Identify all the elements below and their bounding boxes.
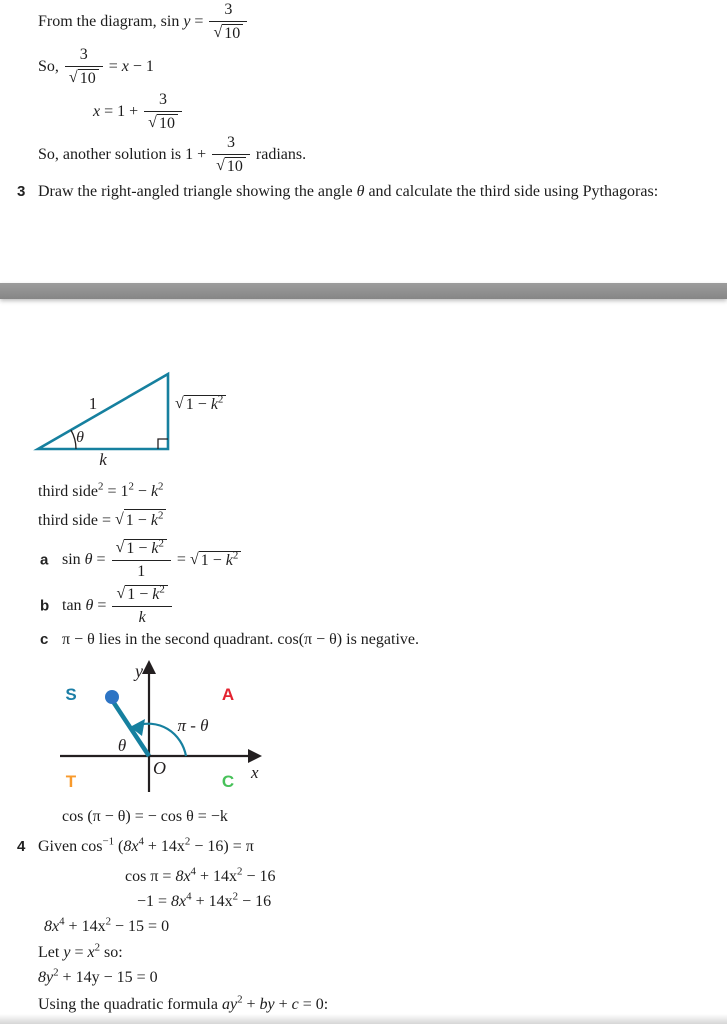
solution-line-4 <box>38 132 306 178</box>
radical-sign: √ <box>116 585 126 602</box>
exponent-2: 2 <box>98 480 104 493</box>
exponent-2: 2 <box>159 583 165 596</box>
fraction-3-sqrt10 <box>144 91 182 133</box>
x-axis-arrowhead <box>248 749 262 763</box>
equals-sign: = <box>172 551 190 568</box>
exponent-4: 4 <box>59 915 65 928</box>
quadrant-label-c: C <box>221 772 235 791</box>
var-x: x <box>121 58 129 75</box>
term-14x: + 14x <box>191 893 233 910</box>
inverse-exponent: −1 <box>102 835 115 848</box>
radicand-text: 1 − <box>125 512 151 529</box>
question-number: 3 <box>17 183 26 200</box>
quadrant-label-t: T <box>65 772 77 791</box>
exponent-2: 2 <box>53 966 59 979</box>
sin-text: sin <box>62 551 85 568</box>
minus15-equals-0: − 15 = 0 <box>111 918 170 935</box>
var-theta: θ <box>356 183 365 200</box>
radicand <box>184 395 227 414</box>
var-k: k <box>225 551 233 569</box>
exponent-2: 2 <box>237 865 243 878</box>
part-c-text: π − θ lies in the second quadrant. cos(π − θ) is negative. <box>62 631 419 648</box>
equals-sign: = <box>93 597 111 614</box>
sin-theta-equals <box>62 551 110 569</box>
term-14x: + 14x <box>195 868 238 885</box>
let-text: Let <box>38 944 64 961</box>
part-c-label: c <box>40 631 49 648</box>
exponent-4: 4 <box>138 835 144 848</box>
line2-so: So, <box>38 58 63 75</box>
term-minus16: − 16 <box>190 838 224 855</box>
fraction-denominator <box>112 607 171 627</box>
var-x: x <box>87 944 95 961</box>
radical-sign: √ <box>189 550 199 568</box>
ray-endpoint-dot <box>105 690 119 704</box>
radicand <box>124 539 167 558</box>
term-ay: ay <box>221 996 238 1013</box>
exponent-2: 2 <box>128 480 134 493</box>
term-minus16: − 16 <box>238 893 272 910</box>
radical-sign: √ <box>115 539 125 556</box>
var-k: k <box>210 396 218 413</box>
equals-one: = 1 <box>103 483 129 500</box>
term-14x: + 14x <box>143 838 185 855</box>
line3-rest: = 1 + <box>100 103 143 120</box>
var-theta: θ <box>85 597 94 614</box>
term-14x: + 14x <box>64 918 106 935</box>
fraction-sqrt-over-1 <box>112 539 171 581</box>
equals-0-text: = 0: <box>298 996 329 1013</box>
right-angle-marker <box>158 439 168 449</box>
fraction-numerator: 3 <box>65 46 103 67</box>
question-number: 4 <box>17 838 26 855</box>
sqrt-expression <box>190 551 241 570</box>
part-a-line <box>0 537 241 583</box>
q4-eq1 <box>125 866 275 888</box>
theta-label: θ <box>117 736 127 755</box>
minus-sign: − <box>133 483 151 500</box>
page-bottom-edge <box>0 1014 727 1024</box>
var-k: k <box>150 512 158 529</box>
exponent-2: 2 <box>237 993 243 1006</box>
exponent-2: 2 <box>158 480 164 493</box>
part-b-label: b <box>40 597 50 615</box>
exponent-2: 2 <box>184 835 191 848</box>
line2-rhs <box>105 58 154 76</box>
page-divider <box>0 283 727 299</box>
radicand-text: 1 − <box>126 540 152 557</box>
exponent-4: 4 <box>190 865 196 878</box>
origin-label: O <box>153 758 166 778</box>
q3-prompt-pre: Draw the right-angled triangle showing the angle <box>38 183 357 200</box>
radical-sign: √ <box>216 157 225 174</box>
line4-post: radians. <box>251 146 307 163</box>
line1-text <box>38 13 207 31</box>
radicand: 10 <box>157 114 178 133</box>
fraction-3-sqrt10 <box>65 46 103 88</box>
y-axis-label: y <box>135 661 143 681</box>
fraction-numerator <box>112 539 171 561</box>
plus-sign: + <box>242 996 260 1013</box>
radical-sign: √ <box>213 24 223 41</box>
tan-text: tan <box>62 597 86 614</box>
line3-lhs <box>93 103 142 121</box>
solution-line-2 <box>38 44 154 90</box>
radical-sign: √ <box>115 511 124 528</box>
using-formula-text: Using the quadratic formula <box>38 996 222 1013</box>
q4-eq3 <box>44 916 169 938</box>
fraction-denominator <box>65 67 103 88</box>
term-8y: 8y <box>38 969 54 986</box>
fraction-denominator <box>209 22 247 43</box>
exponent-4: 4 <box>186 890 192 903</box>
fraction-denominator <box>144 112 182 133</box>
substitution-line <box>38 942 123 964</box>
var-theta: θ <box>84 551 93 568</box>
equals-sign: = <box>104 58 122 75</box>
quadrant-label-s: S <box>65 685 77 704</box>
sqrt-expression <box>116 585 167 604</box>
solution-line-3 <box>93 90 184 134</box>
fraction-numerator <box>112 585 171 607</box>
radicand: 10 <box>78 69 99 88</box>
plus-sign: + <box>274 996 292 1013</box>
equals-sign: = <box>92 551 110 568</box>
fraction-numerator: 3 <box>144 91 182 112</box>
q4-eq2 <box>137 891 271 913</box>
close-paren-equals-pi: ) = π <box>223 838 254 855</box>
tan-theta-equals <box>62 597 110 615</box>
term-minus16: − 16 <box>242 868 276 885</box>
term-8x: 8x <box>175 868 191 885</box>
fraction-3-sqrt10 <box>212 134 250 176</box>
triangle-shape <box>38 374 168 449</box>
quadrant-diagram <box>48 650 278 798</box>
cos-pi-equals: cos π = <box>125 868 176 885</box>
line4-pre: So, another solution is 1 + <box>38 146 211 163</box>
minus-one-equals: −1 = <box>137 893 172 910</box>
q3-prompt-post: and calculate the third side using Pythagoras: <box>364 183 659 200</box>
radicand-text: 1 − <box>185 396 211 413</box>
radicand-text: 1 − <box>127 586 153 603</box>
term-8x: 8x <box>44 918 60 935</box>
equals-sign: = <box>70 944 88 961</box>
y-axis-arrowhead <box>142 660 156 674</box>
quadratic-formula-line <box>38 994 328 1016</box>
q4-eq4 <box>38 967 158 989</box>
radicand <box>124 509 167 532</box>
pi-minus-theta-label: π - θ <box>177 716 209 735</box>
solution-line-1 <box>38 0 249 44</box>
fraction-numerator: 3 <box>209 1 247 22</box>
triangle-figure <box>22 358 302 470</box>
fraction-denominator: 1 <box>137 563 146 580</box>
term-8x: 8x <box>123 838 139 855</box>
exponent-2: 2 <box>157 509 164 522</box>
var-k: k <box>151 540 159 557</box>
sqrt-expression <box>115 509 166 532</box>
exponent-2: 2 <box>105 915 112 928</box>
var-k: k <box>138 609 146 626</box>
exponent-2: 2 <box>217 393 224 406</box>
radicand: 10 <box>222 24 243 43</box>
opposite-side-label <box>175 395 226 414</box>
x-axis-label: x <box>251 763 259 782</box>
fraction-sqrt-over-k <box>112 585 171 627</box>
third-side-line <box>38 509 166 532</box>
exponent-2: 2 <box>232 549 239 562</box>
radicand: 10 <box>225 157 246 176</box>
exponent-2: 2 <box>158 537 164 550</box>
line1-pre: From the diagram, sin <box>38 13 184 30</box>
fraction-3-sqrt10 <box>209 1 247 43</box>
sqrt-expression <box>175 395 226 414</box>
equals-sign: = <box>190 13 208 30</box>
angle-label: θ <box>76 429 84 446</box>
var-x: x <box>93 103 101 120</box>
base-label: k <box>99 450 107 466</box>
radical-sign: √ <box>175 395 184 412</box>
third-side-equals: third side = <box>38 512 116 529</box>
fraction-numerator: 3 <box>212 134 250 155</box>
sqrt-expression <box>116 539 167 558</box>
fraction-denominator <box>212 155 250 176</box>
hypotenuse-label: 1 <box>88 394 98 413</box>
cos-identity-text: cos (π − θ) = − cos θ = −k <box>62 808 228 825</box>
so-text: so: <box>100 944 123 961</box>
term-c: c <box>291 996 299 1013</box>
radicand <box>199 551 242 570</box>
cos-identity-line <box>62 806 228 828</box>
var-y: y <box>183 13 191 30</box>
open-paren: ( <box>114 838 124 855</box>
term-8x: 8x <box>171 893 187 910</box>
radicand-text: 1 − <box>200 551 226 569</box>
var-y: y <box>63 944 71 961</box>
quadrant-label-a: A <box>221 685 235 704</box>
exponent-2: 2 <box>94 941 101 954</box>
question-3-header <box>0 181 658 203</box>
exponent-2: 2 <box>232 890 239 903</box>
part-a-label: a <box>40 551 49 569</box>
third-side-text: third side <box>38 483 98 500</box>
term-by: by <box>259 996 275 1013</box>
radical-sign: √ <box>148 114 157 131</box>
part-c-line <box>0 629 419 651</box>
radical-sign: √ <box>68 69 78 86</box>
line2-rest: − 1 <box>128 58 154 75</box>
radicand <box>125 585 168 604</box>
rest-of-quadratic: + 14y − 15 = 0 <box>58 969 158 986</box>
part-b-line <box>0 583 174 629</box>
quadrant-figure <box>48 650 278 798</box>
var-k: k <box>150 483 159 500</box>
question-4-header <box>0 836 254 858</box>
third-side-squared-line <box>38 481 163 503</box>
var-k: k <box>152 586 160 603</box>
given-text: Given cos <box>38 838 103 855</box>
